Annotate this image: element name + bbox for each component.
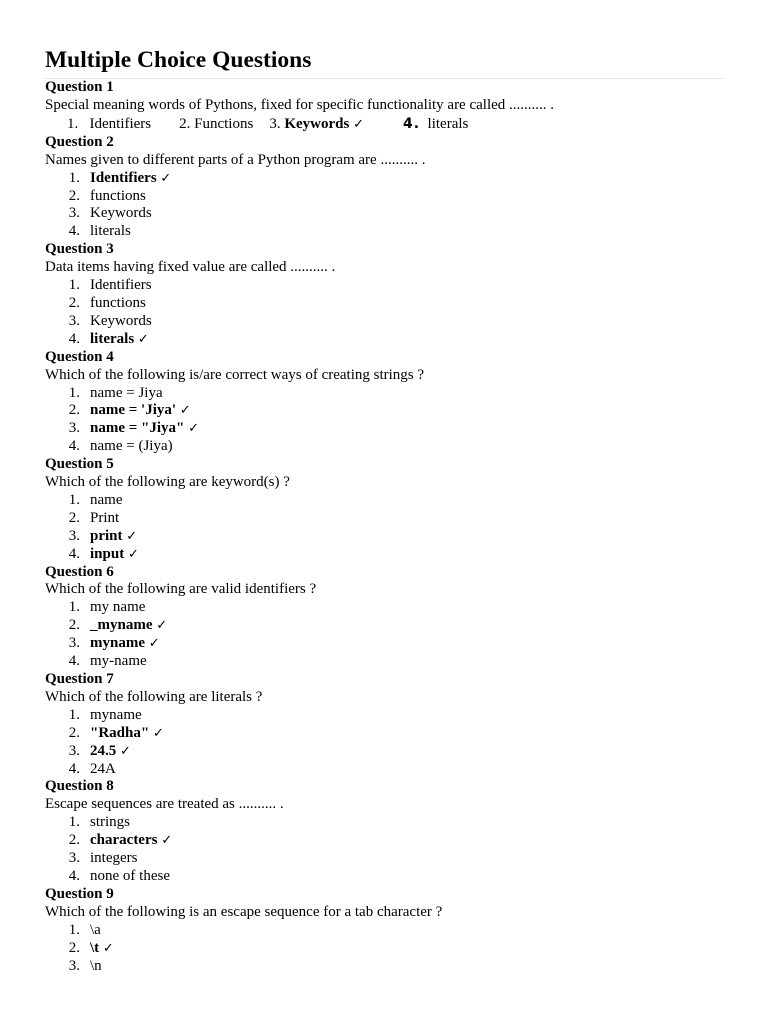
option-1 [45, 814, 723, 832]
option-2 [179, 115, 253, 133]
option-label: name [90, 491, 123, 508]
option-label: 24.5 [90, 742, 117, 759]
option-label: print [90, 527, 123, 544]
option-3 [45, 958, 723, 976]
option-2-correct [45, 725, 723, 743]
option-label: \n [90, 957, 102, 974]
checkmark-icon: ✓ [127, 546, 139, 562]
option-4 [45, 653, 723, 671]
option-label: none of these [90, 867, 170, 884]
option-label: literals [90, 330, 135, 347]
option-3 [45, 850, 723, 868]
checkmark-icon: ✓ [156, 618, 168, 634]
question-text: Special meaning words of Pythons, fixed for specific functionality are called .......... . [45, 96, 555, 113]
checkmark-icon: ✓ [353, 116, 364, 132]
option-2-correct [45, 617, 723, 635]
option-4 [403, 115, 468, 133]
question-6 [45, 564, 723, 671]
option-number: 2. [68, 294, 80, 311]
question-title: Question 9 [45, 885, 114, 902]
checkmark-icon: ✓ [179, 403, 191, 419]
question-text: Which of the following is an escape sequence for a tab character ? [45, 903, 443, 920]
option-label: 24A [90, 760, 116, 777]
option-number: 2. [68, 939, 80, 956]
option-2 [45, 510, 723, 528]
option-number: 1. [68, 599, 80, 616]
question-title: Question 3 [45, 241, 114, 258]
question-8 [45, 778, 723, 885]
option-number: 4. [68, 653, 80, 670]
question-title: Question 8 [45, 778, 114, 795]
option-1 [45, 707, 723, 725]
option-1 [45, 277, 723, 295]
option-2-correct [45, 832, 723, 850]
option-3-correct [45, 528, 723, 546]
question-text: Which of the following are valid identifiers ? [45, 581, 317, 598]
option-number: 3. [68, 527, 80, 544]
option-1 [45, 492, 723, 510]
option-number: 1. [68, 491, 80, 508]
question-text: Which of the following are keyword(s) ? [45, 474, 290, 491]
question-1 [45, 79, 723, 134]
option-label: literals [90, 223, 131, 240]
option-number: 3. [68, 420, 80, 437]
option-number: 1. [68, 814, 80, 831]
option-label: 2. [179, 115, 191, 132]
option-number: 4. [68, 545, 80, 562]
option-label: "Radha" [90, 724, 150, 741]
checkmark-icon: ✓ [120, 743, 131, 759]
option-number: 3. [68, 957, 80, 974]
option-number: 3. [68, 312, 80, 329]
question-title: Question 2 [45, 133, 114, 150]
option-label: 1. [67, 115, 79, 132]
option-4-correct [45, 331, 723, 349]
question-7 [45, 671, 723, 778]
option-list [45, 170, 723, 242]
option-2 [45, 188, 723, 206]
option-label: Identifiers [89, 115, 152, 132]
option-number: 3. [68, 635, 80, 652]
option-number: 4. [68, 760, 80, 777]
option-3-correct [45, 743, 723, 761]
option-list [45, 599, 723, 671]
option-label: functions [90, 294, 146, 311]
option-4 [45, 223, 723, 241]
option-label: 3. [269, 115, 281, 132]
option-label: characters [90, 832, 158, 849]
option-list [45, 922, 723, 976]
option-number: 4. [68, 867, 80, 884]
option-list [45, 492, 723, 564]
option-3 [45, 205, 723, 223]
option-1 [45, 385, 723, 403]
option-number: 1. [68, 384, 80, 401]
option-4 [45, 868, 723, 886]
option-number: 1. [68, 169, 80, 186]
question-text: Escape sequences are treated as .......... . [45, 796, 284, 813]
option-4-correct [45, 546, 723, 564]
option-1 [45, 599, 723, 617]
option-list [45, 814, 723, 886]
option-1-correct [45, 170, 723, 188]
option-number: 3. [68, 850, 80, 867]
question-4 [45, 349, 723, 456]
question-text: Which of the following are literals ? [45, 688, 263, 705]
option-number: 2. [68, 724, 80, 741]
option-label: 4. [402, 115, 421, 132]
option-list [45, 115, 723, 134]
option-label: Print [90, 509, 120, 526]
option-label: Identifiers [90, 169, 157, 186]
question-title: Question 4 [45, 348, 114, 365]
option-3-correct [45, 420, 723, 438]
option-label: myname [90, 635, 145, 652]
option-3 [45, 313, 723, 331]
option-label: input [90, 545, 125, 562]
option-list [45, 385, 723, 457]
question-text: Data items having fixed value are called .......... . [45, 259, 336, 276]
option-number: 4. [68, 330, 80, 347]
option-label: Keywords [284, 115, 350, 132]
option-number: 4. [68, 223, 80, 240]
checkmark-icon: ✓ [152, 725, 164, 741]
option-label: _myname [90, 617, 153, 634]
option-label: name = (Jiya) [90, 438, 173, 455]
question-title: Question 6 [45, 563, 114, 580]
option-label: myname [90, 706, 142, 723]
option-1 [67, 115, 151, 133]
option-2 [45, 295, 723, 313]
option-label: functions [90, 187, 146, 204]
question-text: Names given to different parts of a Python program are .......... . [45, 151, 426, 168]
mcq-document [45, 44, 723, 975]
checkmark-icon: ✓ [102, 940, 114, 956]
option-label: my name [90, 599, 146, 616]
option-label: literals [427, 115, 469, 132]
option-1 [45, 922, 723, 940]
checkmark-icon: ✓ [160, 170, 172, 186]
option-label: Identifiers [90, 277, 152, 294]
checkmark-icon: ✓ [137, 331, 149, 347]
option-number: 2. [68, 832, 80, 849]
checkmark-icon: ✓ [161, 833, 173, 849]
option-label: Functions [194, 115, 254, 132]
checkmark-icon: ✓ [148, 636, 160, 652]
option-number: 1. [68, 277, 80, 294]
option-number: 2. [68, 617, 80, 634]
option-number: 3. [68, 742, 80, 759]
option-4 [45, 761, 723, 779]
question-9 [45, 886, 723, 976]
question-2 [45, 134, 723, 241]
option-number: 1. [68, 921, 80, 938]
option-label: \t [90, 939, 100, 956]
question-3 [45, 241, 723, 348]
option-label: name = Jiya [90, 384, 163, 401]
option-label: strings [90, 814, 131, 831]
question-title: Question 7 [45, 671, 114, 687]
option-label: integers [90, 850, 138, 867]
question-title: Question 1 [45, 79, 114, 95]
question-title: Question 5 [45, 456, 114, 473]
option-3-correct [269, 115, 364, 134]
option-number: 4. [68, 438, 80, 455]
checkmark-icon: ✓ [188, 421, 200, 437]
checkmark-icon: ✓ [126, 528, 138, 544]
page-title: Multiple Choice Questions [45, 44, 723, 79]
option-number: 3. [68, 205, 80, 222]
option-number: 2. [68, 187, 80, 204]
question-5 [45, 456, 723, 563]
option-label: Keywords [90, 312, 152, 329]
option-2-correct [45, 402, 723, 420]
option-label: my-name [90, 653, 147, 670]
option-3-correct [45, 635, 723, 653]
option-label: name = 'Jiya' [90, 402, 177, 419]
option-label: \a [90, 921, 101, 938]
option-number: 2. [68, 402, 80, 419]
option-number: 2. [68, 509, 80, 526]
option-list [45, 277, 723, 349]
option-2-correct [45, 940, 723, 958]
option-label: name = "Jiya" [90, 420, 185, 437]
option-label: Keywords [90, 205, 152, 222]
option-4 [45, 438, 723, 456]
option-number: 1. [68, 706, 80, 723]
option-list [45, 707, 723, 779]
question-text: Which of the following is/are correct ways of creating strings ? [45, 366, 425, 383]
